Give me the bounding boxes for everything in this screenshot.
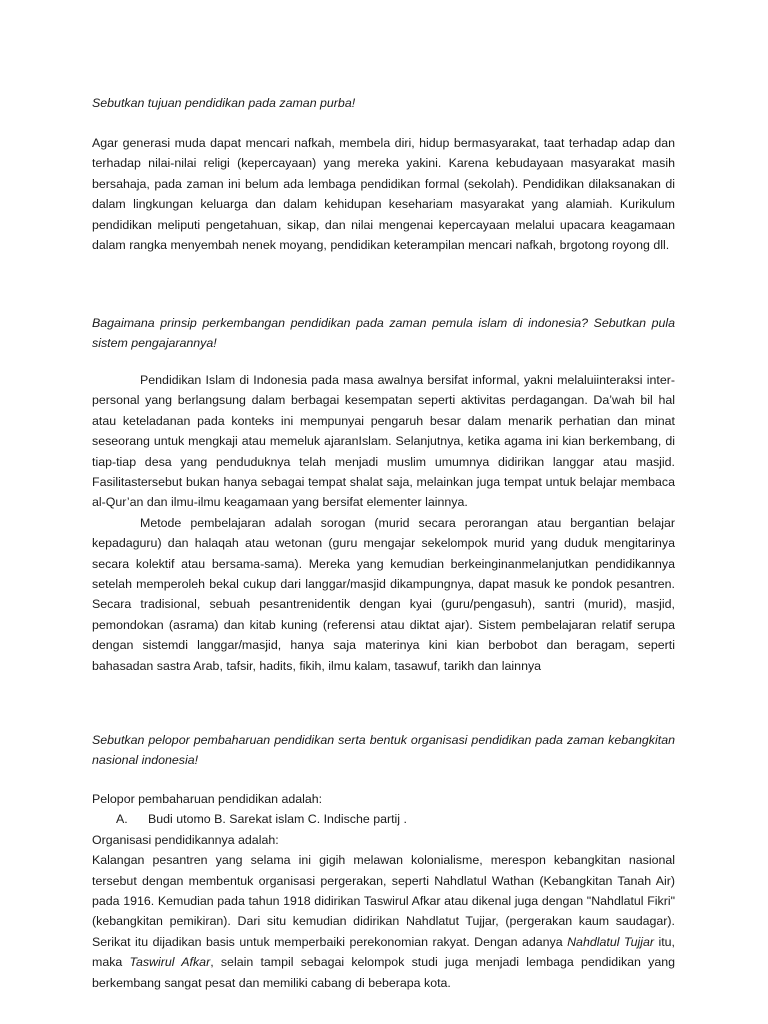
paragraph-text-a: Kalangan pesantren yang selama ini gigih melawan kolonialisme, merespon kebangkitan nasional tersebut dengan membentuk organisasi pergerakan, seperti Nahdlatul Wathan (Kebangkitan Tanah Air) pada 1916. Kemudian pada tahun 1918 didirikan Taswirul Afkar atau dikenal juga dengan "Nahdlatul Fikri" (kebangkitan pemikiran). Dari situ kemudian didirikan Nahdlatut Tujjar, (pergerakan kaum saudagar). Serikat itu dijadikan basis untuk memperbaiki perekonomian rakyat. Dengan adanya <box>92 853 675 949</box>
emphasis-taswirul-afkar: Taswirul Afkar <box>129 955 211 970</box>
emphasis-nahdlatul-tujjar: Nahdlatul Tujjar <box>567 934 654 949</box>
list-item-text: Budi utomo B. Sarekat islam C. Indische partij . <box>148 812 407 827</box>
paragraph-text-b: itu, maka <box>92 934 675 970</box>
answer-3-paragraph <box>92 850 675 993</box>
answer-3 <box>92 789 675 993</box>
list-item <box>92 809 675 829</box>
organization-heading: Organisasi pendidikannya adalah: <box>92 832 279 847</box>
list-marker: A. <box>116 812 128 827</box>
question-2: Bagaimana prinsip perkembangan pendidikan pada zaman pemula islam di indonesia? Sebutkan pula sistem pengajarannya! <box>92 316 675 351</box>
question-1: Sebutkan tujuan pendidikan pada zaman purba! <box>92 96 356 110</box>
answer-2-paragraph-1: Pendidikan Islam di Indonesia pada masa awalnya bersifat informal, yakni melaluiinteraksi inter-personal yang berlangsung dalam berbagai kesempatan seperti aktivitas perdagangan. Da’wah bil hal atau keteladanan pada konteks ini mempunyai pengaruh besar dalam menarik perhatian dan minat seseorang untuk mengkaji atau memeluk ajaranIslam. Selanjutnya, ketika agama ini kian berkembang, di tiap-tiap desa yang penduduknya telah menjadi muslim umumnya didirikan langgar atau masjid. Fasilitastersebut bukan hanya sebagai tempat shalat saja, melainkan juga tempat untuk belajar membaca al-Qur’an dan ilmu-ilmu keagamaan yang bersifat elementer lainnya. <box>92 373 675 510</box>
question-3: Sebutkan pelopor pembaharuan pendidikan serta bentuk organisasi pendidikan pada zaman kebangkitan nasional indonesia! <box>92 733 675 768</box>
pelopor-heading: Pelopor pembaharuan pendidikan adalah: <box>92 792 323 806</box>
answer-2 <box>92 370 675 676</box>
answer-2-paragraph-2: Metode pembelajaran adalah sorogan (murid secara perorangan atau bergantian belajar kepadaguru) dan halaqah atau wetonan (guru mengajar sekelompok murid yang duduk mengitarinya secara kolektif atau bersama-sama). Mereka yang kemudian berkeinginanmelanjutkan pendidikannya setelah memperoleh bekal cukup dari langgar/masjid dikampungnya, dapat masuk ke pondok pesantren. Secara tradisional, sebuah pesantrenidentik dengan kyai (guru/pengasuh), santri (murid), masjid, pemondokan (asrama) dan kitab kuning (referensi atau diktat ajar). Sistem pembelajaran relatif serupa dengan sistemdi langgar/masjid, hanya saja materinya kini kian berbobot dan beragam, seperti bahasadan sastra Arab, tafsir, hadits, fikih, ilmu kalam, tasawuf, tarikh dan lainnya <box>92 515 675 673</box>
answer-1: Agar generasi muda dapat mencari nafkah, membela diri, hidup bermasyarakat, taat terhadap adap dan terhadap nilai-nilai religi (kepercayaan) yang mereka yakini. Karena kebudayaan masyarakat masih bersahaja, pada zaman ini belum ada lembaga pendidikan formal (sekolah). Pendidikan dilaksanakan di dalam lingkungan keluarga dan dalam kehidupan kesehariam masyarakat yang alamiah. Kurikulum pendidikan meliputi pengetahuan, sikap, dan nilai mengenai kepercayaan melalui upacara keagamaan dalam rangka menyembah nenek moyang, pendidikan keterampilan mencari nafkah, brgotong royong dll. <box>92 136 675 253</box>
paragraph-text-c: , selain tampil sebagai kelompok studi juga menjadi lembaga pendidikan yang berkembang sangat pesat dan memiliki cabang di beberapa kota. <box>92 955 676 990</box>
